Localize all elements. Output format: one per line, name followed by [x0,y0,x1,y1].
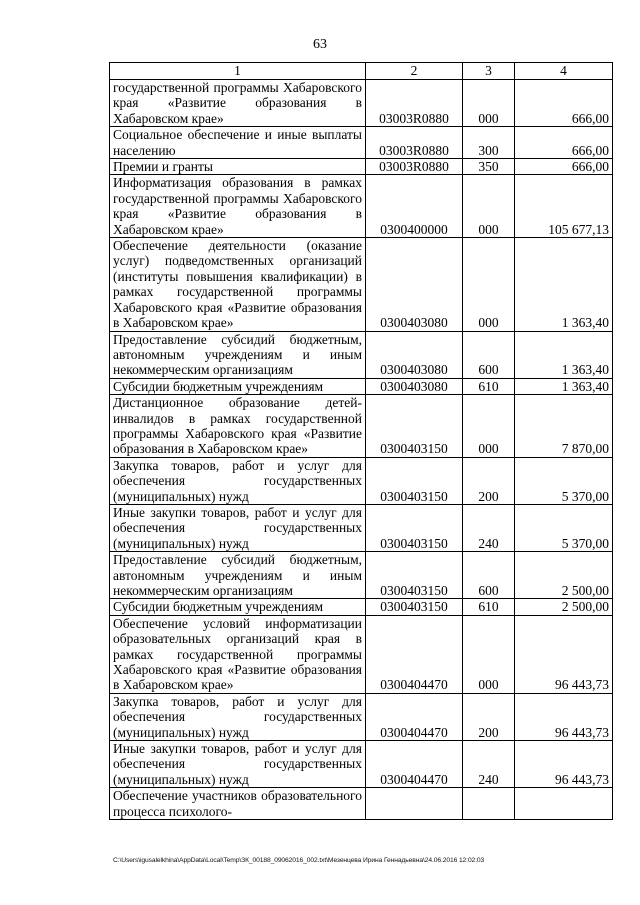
row-name-cell: Закупка товаров, работ и услуг для обеспечения государственных (муниципальных) нужд [110,457,366,504]
row-code-cell [366,788,463,820]
row-type-cell: 610 [463,378,515,394]
row-sum-cell: 5 370,00 [515,457,613,504]
row-name-cell: Субсидии бюджетным учреждениям [110,599,366,615]
row-code-cell: 0300404470 [366,741,463,788]
row-code-cell: 0300403150 [366,599,463,615]
row-type-cell: 600 [463,331,515,378]
table-row [110,457,613,504]
table-row [110,175,613,238]
row-code-cell: 03003R0880 [366,159,463,175]
row-sum-cell: 666,00 [515,159,613,175]
row-name-cell: Предоставление субсидий бюджетным, автономным учреждениям и иным некоммерческим организациям [110,552,366,599]
column-header-2: 2 [366,63,463,80]
row-code-cell: 0300403080 [366,378,463,394]
row-type-cell: 200 [463,457,515,504]
table-row [110,395,613,458]
row-type-cell: 000 [463,175,515,238]
document-footer-path: C:\Users\igusalelkhina\AppData\Local\Temp\ЗК_00188_09062016_002.txt\Мезенцева Ирина Геннадьевна\24.06.2016 12:02:03 [113,857,485,864]
table-row [110,331,613,378]
row-name-cell: государственной программы Хабаровского края «Развитие образования в Хабаровском крае» [110,80,366,127]
table-row [110,504,613,551]
row-code-cell: 0300403150 [366,395,463,458]
row-sum-cell: 5 370,00 [515,504,613,551]
row-code-cell: 0300403150 [366,552,463,599]
row-sum-cell: 666,00 [515,80,613,127]
row-sum-cell: 1 363,40 [515,331,613,378]
row-code-cell: 03003R0880 [366,80,463,127]
row-sum-cell: 1 363,40 [515,378,613,394]
row-type-cell: 000 [463,615,515,693]
table-row [110,552,613,599]
table-row [110,615,613,693]
row-code-cell: 0300403150 [366,504,463,551]
row-name-cell: Обеспечение участников образовательного процесса психолого- [110,788,366,820]
row-name-cell: Дистанционное образование детей-инвалидов в рамках государственной программы Хабаровского края «Развитие образования в Хабаровском крае» [110,395,366,458]
page-number: 63 [313,37,327,52]
row-name-cell: Предоставление субсидий бюджетным, автономным учреждениям и иным некоммерческим организациям [110,331,366,378]
row-type-cell: 300 [463,127,515,159]
budget-table [109,62,613,820]
row-type-cell: 000 [463,395,515,458]
row-sum-cell: 1 363,40 [515,238,613,331]
table-row [110,693,613,740]
row-name-cell: Премии и гранты [110,159,366,175]
row-type-cell: 610 [463,599,515,615]
table-row [110,127,613,159]
table-row [110,378,613,394]
row-type-cell [463,788,515,820]
table-row [110,741,613,788]
row-code-cell: 0300400000 [366,175,463,238]
row-code-cell: 0300404470 [366,693,463,740]
row-sum-cell [515,788,613,820]
row-sum-cell: 105 677,13 [515,175,613,238]
row-code-cell: 03003R0880 [366,127,463,159]
row-name-cell: Социальное обеспечение и иные выплаты населению [110,127,366,159]
row-name-cell: Обеспечение деятельности (оказание услуг) подведомственных организаций (институты повышения квалификации) в рамках государственной программы Хабаровского края «Развитие образования в Хабаровском крае» [110,238,366,331]
column-header-4: 4 [515,63,613,80]
row-sum-cell: 96 443,73 [515,741,613,788]
row-code-cell: 0300403080 [366,238,463,331]
row-sum-cell: 96 443,73 [515,615,613,693]
row-name-cell: Закупка товаров, работ и услуг для обеспечения государственных (муниципальных) нужд [110,693,366,740]
table-row [110,80,613,127]
row-name-cell: Иные закупки товаров, работ и услуг для обеспечения государственных (муниципальных) нужд [110,741,366,788]
row-sum-cell: 2 500,00 [515,552,613,599]
table-row [110,599,613,615]
row-type-cell: 350 [463,159,515,175]
row-type-cell: 000 [463,80,515,127]
row-code-cell: 0300404470 [366,615,463,693]
row-sum-cell: 7 870,00 [515,395,613,458]
row-sum-cell: 96 443,73 [515,693,613,740]
table-row [110,788,613,820]
table-row [110,159,613,175]
row-type-cell: 240 [463,741,515,788]
row-type-cell: 000 [463,238,515,331]
row-name-cell: Обеспечение условий информатизации образовательных организаций края в рамках государственной программы Хабаровского края «Развитие образования в Хабаровском крае» [110,615,366,693]
column-header-1: 1 [110,63,366,80]
column-header-3: 3 [463,63,515,80]
row-type-cell: 240 [463,504,515,551]
row-type-cell: 600 [463,552,515,599]
row-sum-cell: 2 500,00 [515,599,613,615]
row-code-cell: 0300403150 [366,457,463,504]
row-name-cell: Иные закупки товаров, работ и услуг для обеспечения государственных (муниципальных) нужд [110,504,366,551]
row-name-cell: Субсидии бюджетным учреждениям [110,378,366,394]
table-header-row [110,63,613,80]
table-row [110,238,613,331]
row-type-cell: 200 [463,693,515,740]
row-name-cell: Информатизация образования в рамках государственной программы Хабаровского края «Развитие образования в Хабаровском крае» [110,175,366,238]
row-sum-cell: 666,00 [515,127,613,159]
row-code-cell: 0300403080 [366,331,463,378]
